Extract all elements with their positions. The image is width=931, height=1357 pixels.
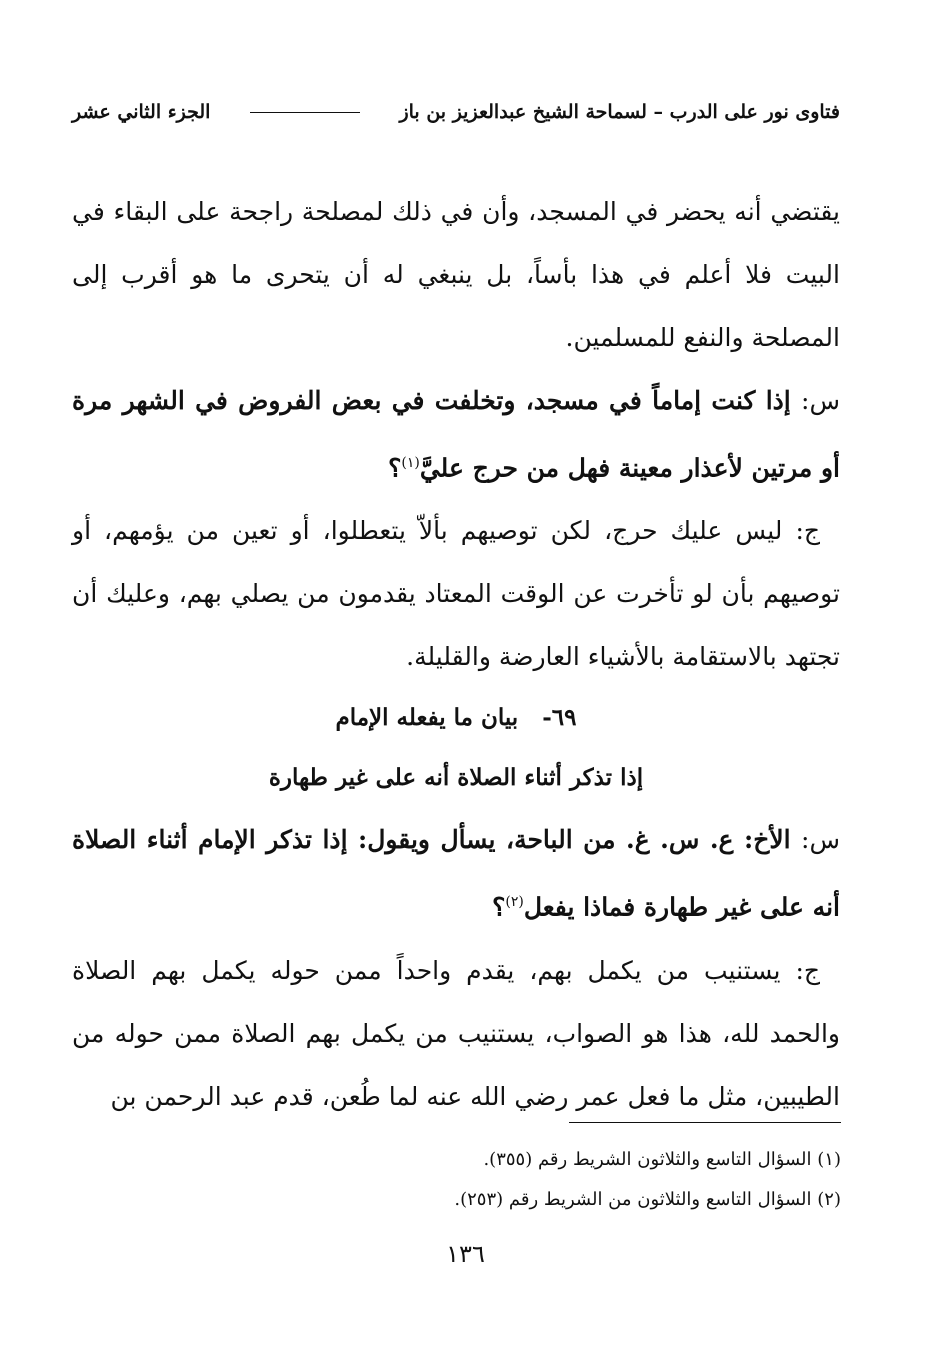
footnote-1: (١) السؤال التاسع والثلاثون الشريط رقم (٣٥٥). bbox=[483, 1149, 841, 1170]
section-title: بيان ما يفعله الإمام bbox=[335, 704, 519, 732]
paragraph-continuation: يقتضي أنه يحضر في المسجد، وأن في ذلك لمصلحة راجحة على البقاء في البيت فلا أعلم في هذا بأساً، بل ينبغي له أن يتحرى ما هو أقرب إلى المصلحة والنفع للمسلمين. bbox=[72, 197, 840, 352]
footnote-2: (٢) السؤال التاسع والثلاثون من الشريط رقم (٢٥٣). bbox=[454, 1189, 841, 1210]
page-number: ١٣٦ bbox=[446, 1240, 485, 1268]
answer-2 bbox=[72, 939, 840, 1128]
question-marker: س: bbox=[801, 825, 840, 855]
section-subheading: إذا تذكر أثناء الصلاة أنه على غير طهارة bbox=[268, 764, 644, 792]
running-header bbox=[72, 92, 840, 132]
question-marker: س: bbox=[801, 386, 840, 415]
section-number: ٦٩- bbox=[542, 704, 577, 732]
footnotes bbox=[161, 1140, 841, 1220]
question-2-text: الأخ: ع. س. غ. من الباحة، يسأل ويقول: إذا تذكر الإمام أثناء الصلاة أنه على غير طهارة فماذا يفعل bbox=[72, 825, 840, 922]
footnote-rule bbox=[569, 1122, 841, 1123]
page-body bbox=[72, 180, 840, 1128]
volume-label: الجزء الثاني عشر bbox=[72, 101, 211, 123]
question-2 bbox=[72, 808, 840, 938]
answer-2-text: يستنيب من يكمل بهم، يقدم واحداً ممن حوله يكمل بهم الصلاة والحمد لله، هذا هو الصواب، يستنيب من يكمل بهم الصلاة ممن حوله من الطيبين، مثل ما فعل عمر رضي الله عنه لما طُعن، قدم عبد الرحمن بن bbox=[72, 955, 840, 1111]
answer-marker: ج: bbox=[795, 955, 820, 985]
answer-1-text: ليس عليك حرج، لكن توصيهم بألاّ يتعطلوا، أو تعين من يؤمهم، أو توصيهم بأن لو تأخرت عن الوقت المعتاد يقدمون من يصلي بهم، وعليك أن تجتهد بالاستقامة بالأشياء العارضة والقليلة. bbox=[72, 516, 840, 672]
answer-1 bbox=[72, 499, 840, 688]
question-1-end: ؟ bbox=[388, 453, 402, 483]
header-rule bbox=[250, 112, 360, 113]
section-heading bbox=[72, 688, 840, 748]
answer-marker: ج: bbox=[795, 516, 820, 546]
question-1-text: إذا كنت إماماً في مسجد، وتخلفت في بعض الفروض في الشهر مرة أو مرتين لأعذار معينة فهل من حرج عليَّ bbox=[72, 386, 840, 483]
footnote-ref-2: (٢) bbox=[505, 894, 524, 911]
question-1 bbox=[72, 369, 840, 499]
book-title: فتاوى نور على الدرب – لسماحة الشيخ عبدالعزيز بن باز bbox=[399, 101, 840, 123]
question-2-end: ؟ bbox=[492, 892, 506, 922]
footnote-ref-1: (١) bbox=[401, 455, 420, 471]
